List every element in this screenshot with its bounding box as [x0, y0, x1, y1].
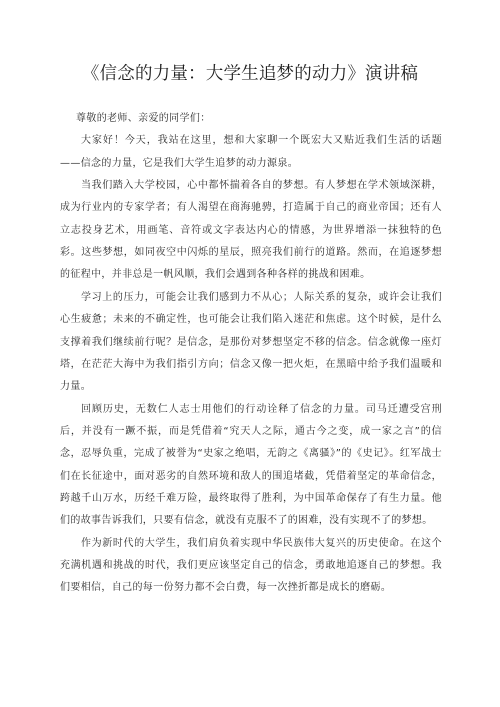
paragraph-3: 学习上的压力，可能会让我们感到力不从心；人际关系的复杂，或许会让我们心生疲惫；未来的不确定性，也可能会让我们陷入迷茫和焦虑。这个时候，是什么支撑着我们继续前行呢？是信念，是那份对梦想坚定不移的信念。信念就像一座灯塔，在茫茫大海中为我们指引方向；信念又像一把火炬，在黑暗中给予我们温暖和力量。: [60, 291, 442, 393]
document-body: [60, 108, 442, 600]
paragraph-2: 当我们踏入大学校园，心中都怀揣着各自的梦想。有人梦想在学术领域深耕，成为行业内的专家学者；有人渴望在商海驰骋，打造属于自己的商业帝国；还有人立志投身艺术，用画笔、音符或文字表达内心的情感，为世界增添一抹独特的色彩。这些梦想，如同夜空中闪烁的星辰，照亮我们前行的道路。然而，在追逐梦想的征程中，并非总是一帆风顺，我们会遇到各种各样的挑战和困难。: [60, 180, 442, 281]
document-title: 《信念的力量：大学生追梦的动力》演讲稿: [81, 64, 419, 84]
paragraph-1: 大家好！今天，我站在这里，想和大家聊一个既宏大又贴近我们生活的话题——信念的力量，它是我们大学生追梦的动力源泉。: [60, 135, 442, 169]
paragraph-5: 作为新时代的大学生，我们肩负着实现中华民族伟大复兴的历史使命。在这个充满机遇和挑战的时代，我们更应该坚定自己的信念，勇敢地追逐自己的梦想。我们要相信，自己的每一份努力都不会白费，每一次挫折都是成长的磨砺。: [60, 537, 442, 594]
salutation: 尊敬的老师、亲爱的同学们：: [76, 113, 211, 124]
paragraph-4: 回顾历史，无数仁人志士用他们的行动诠释了信念的力量。司马迁遭受宫刑后，并没有一蹶不振，而是凭借着“究天人之际，通古今之变，成一家之言”的信念，忍辱负重，完成了被誉为“史家之绝唱，无韵之《离骚》”的《史记》。红军战士们在长征途中，面对恶劣的自然环境和敌人的围追堵截，凭借着坚定的革命信念，跨越千山万水，历经千难万险，最终取得了胜利，为中国革命保存了有生力量。他们的故事告诉我们，只要有信念，就没有克服不了的困难，没有实现不了的梦想。: [60, 403, 442, 527]
